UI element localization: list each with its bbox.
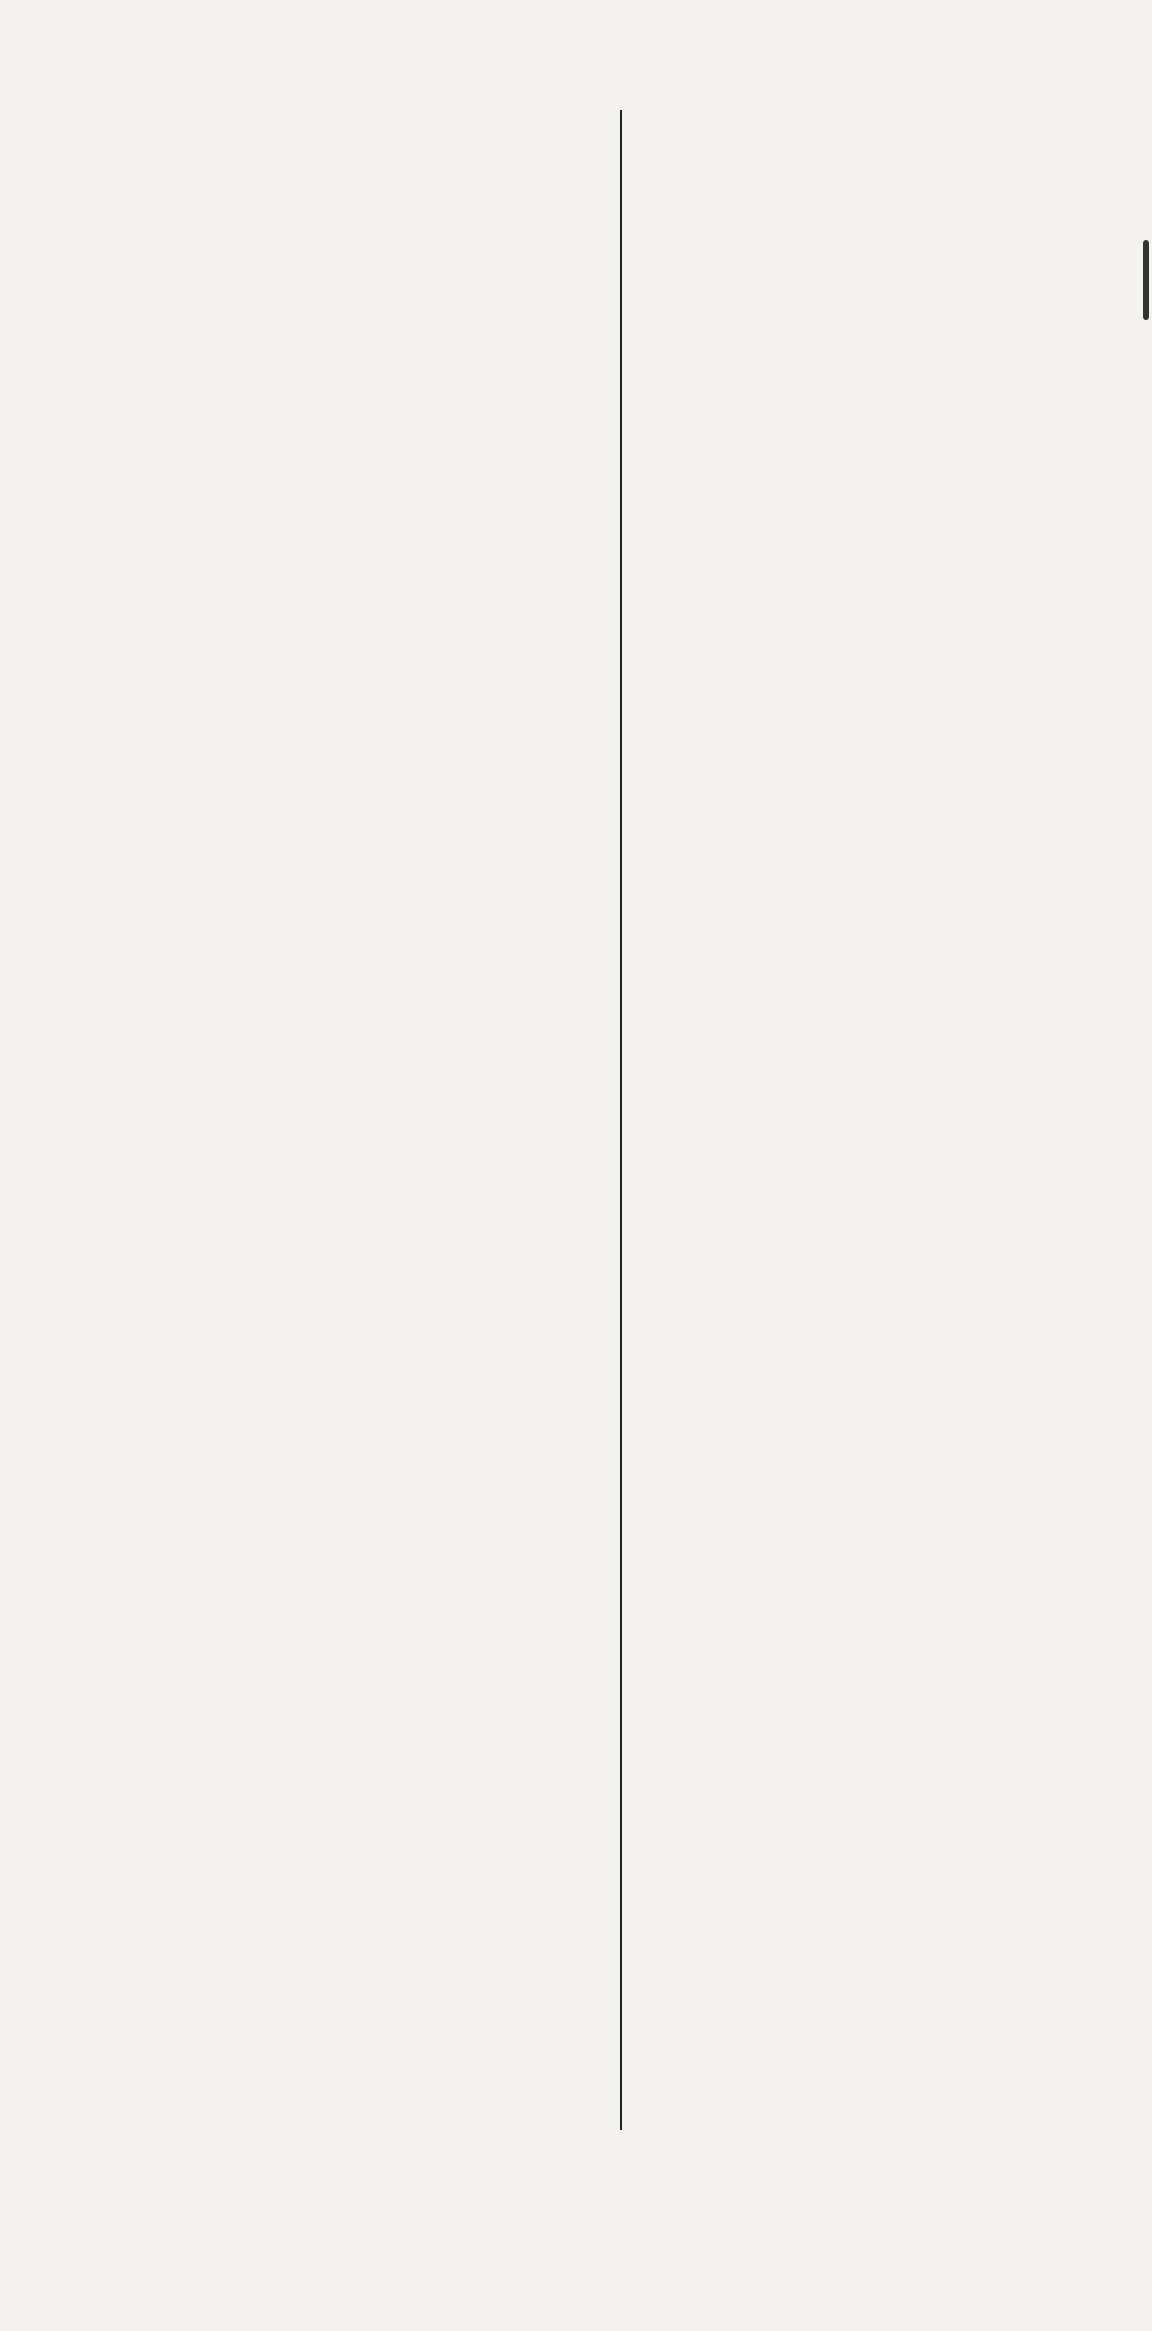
edge-mark xyxy=(1143,240,1149,320)
column-divider xyxy=(620,110,622,2130)
